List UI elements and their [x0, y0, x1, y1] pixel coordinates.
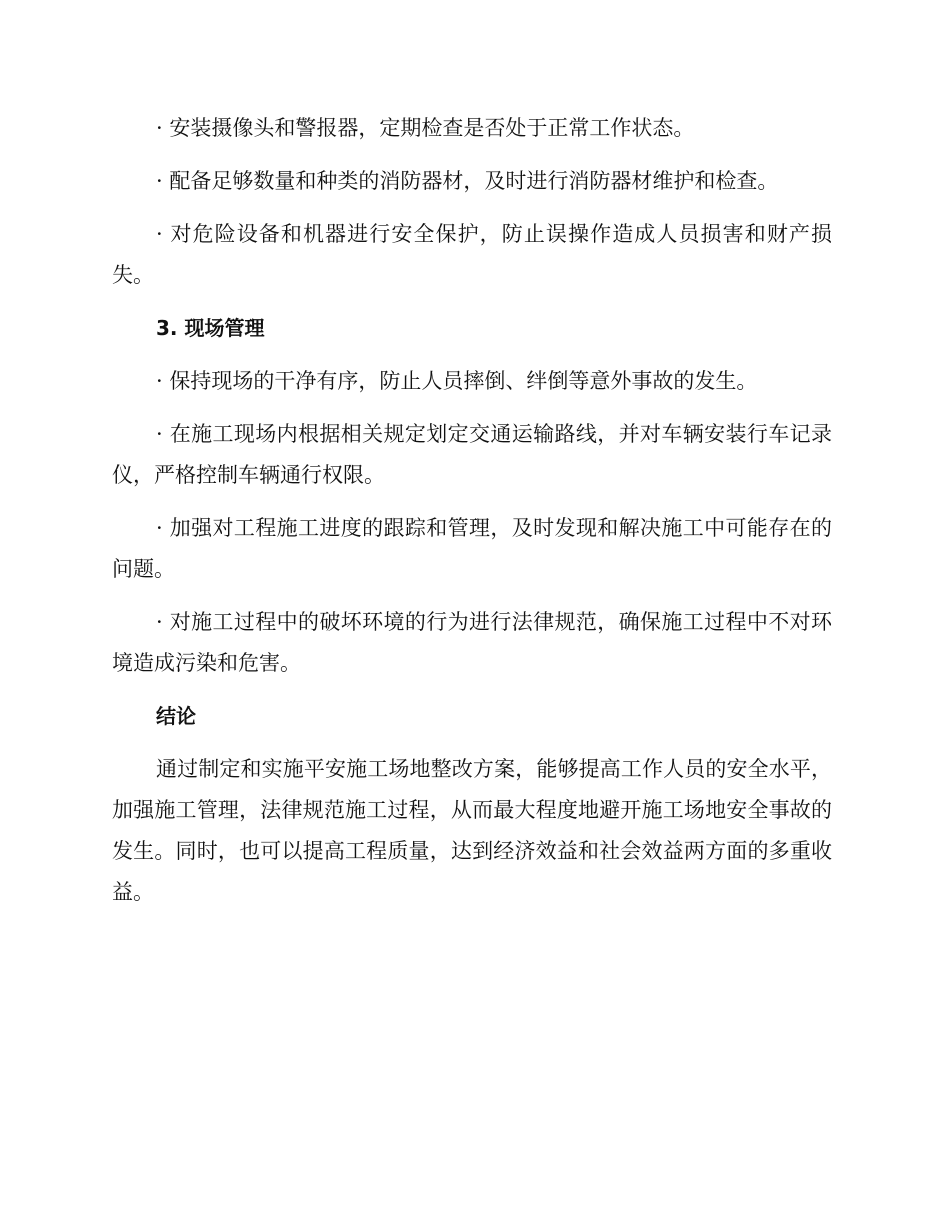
section-heading-site-management: 3. 现场管理: [156, 316, 265, 340]
document-body: [112, 108, 832, 925]
conclusion-paragraph: 通过制定和实施平安施工场地整改方案，能够提高工作人员的安全水平，加强施工管理，法律规范施工过程，从而最大程度地避开施工场地安全事故的发生。同时，也可以提高工程质量，达到经济效益和社会效益两方面的多重收益。: [112, 757, 832, 904]
section-heading-conclusion: 结论: [156, 704, 196, 728]
bullet-camera-alarm: · 安装摄像头和警报器，定期检查是否处于正常工作状态。: [156, 116, 695, 140]
bullet-site-tidy: · 保持现场的干净有序，防止人员摔倒、绊倒等意外事故的发生。: [156, 369, 758, 393]
bullet-traffic-route: · 在施工现场内根据相关规定划定交通运输路线，并对车辆安装行车记录仪，严格控制车辆通行权限。: [112, 422, 832, 487]
bullet-fire-equipment: · 配备足够数量和种类的消防器材，及时进行消防器材维护和检查。: [156, 169, 779, 193]
bullet-environment: · 对施工过程中的破坏环境的行为进行法律规范，确保施工过程中不对环境造成污染和危害。: [112, 610, 832, 675]
bullet-machine-protection: · 对危险设备和机器进行安全保护，防止误操作造成人员损害和财产损失。: [112, 222, 832, 287]
bullet-progress-tracking: · 加强对工程施工进度的跟踪和管理，及时发现和解决施工中可能存在的问题。: [112, 516, 832, 581]
